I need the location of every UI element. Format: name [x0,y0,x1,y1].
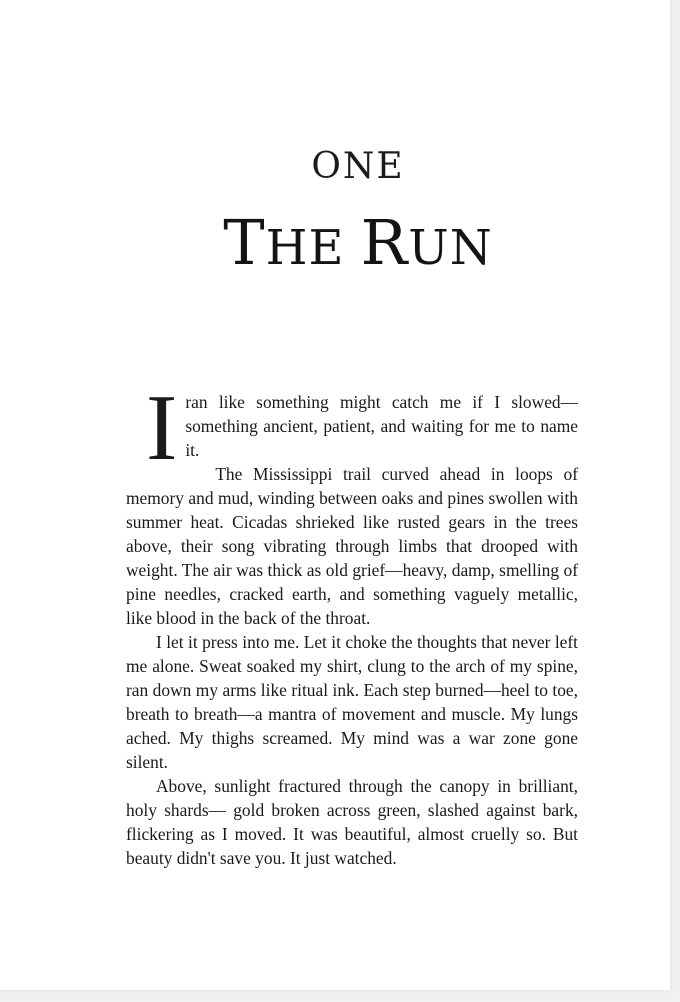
paragraph: I let it press into me. Let it choke the thoughts that never left me alone. Sweat soaked my shirt, clung to the arch of my spine, ran down my arms like ritual ink. Each step burned—heel to toe, breath to breath—a mantra of movement and muscle. My lungs ached. My thighs screamed. My mind was a war zone gone silent. [126,632,578,772]
chapter-title-word-1 [223,206,345,279]
title-small-caps: UN [408,220,493,276]
paragraph: Above, sunlight fractured through the canopy in brilliant, holy shards— gold broken across green, slashed against bark, flickering as I moved. It was beautiful, almost cruelly so. But beauty didn't save you. It just watched. [126,776,578,868]
chapter-title-word-2 [360,206,493,279]
chapter-title [0,206,680,279]
title-initial-capital: R [360,206,409,279]
paragraph: The Mississippi trail curved ahead in loops of memory and mud, winding between oaks and pines swollen with summer heat. Cicadas shrieked like rusted gears in the trees above, their song vibrating through limbs that drooped with weight. The air was thick as old grief—heavy, damp, smelling of pine needles, cracked earth, and something vaguely metallic, like blood in the back of the throat. [126,464,578,628]
chapter-number: ONE [311,146,405,187]
title-initial-capital: T [223,206,266,279]
title-small-caps: HE [265,220,345,276]
drop-cap: I [146,376,178,480]
paragraph-text: ran like something might catch me if I slowed—something ancient, patient, and waiting for me to name it. [185,392,578,460]
chapter-body [126,376,578,870]
paragraph [126,376,578,480]
